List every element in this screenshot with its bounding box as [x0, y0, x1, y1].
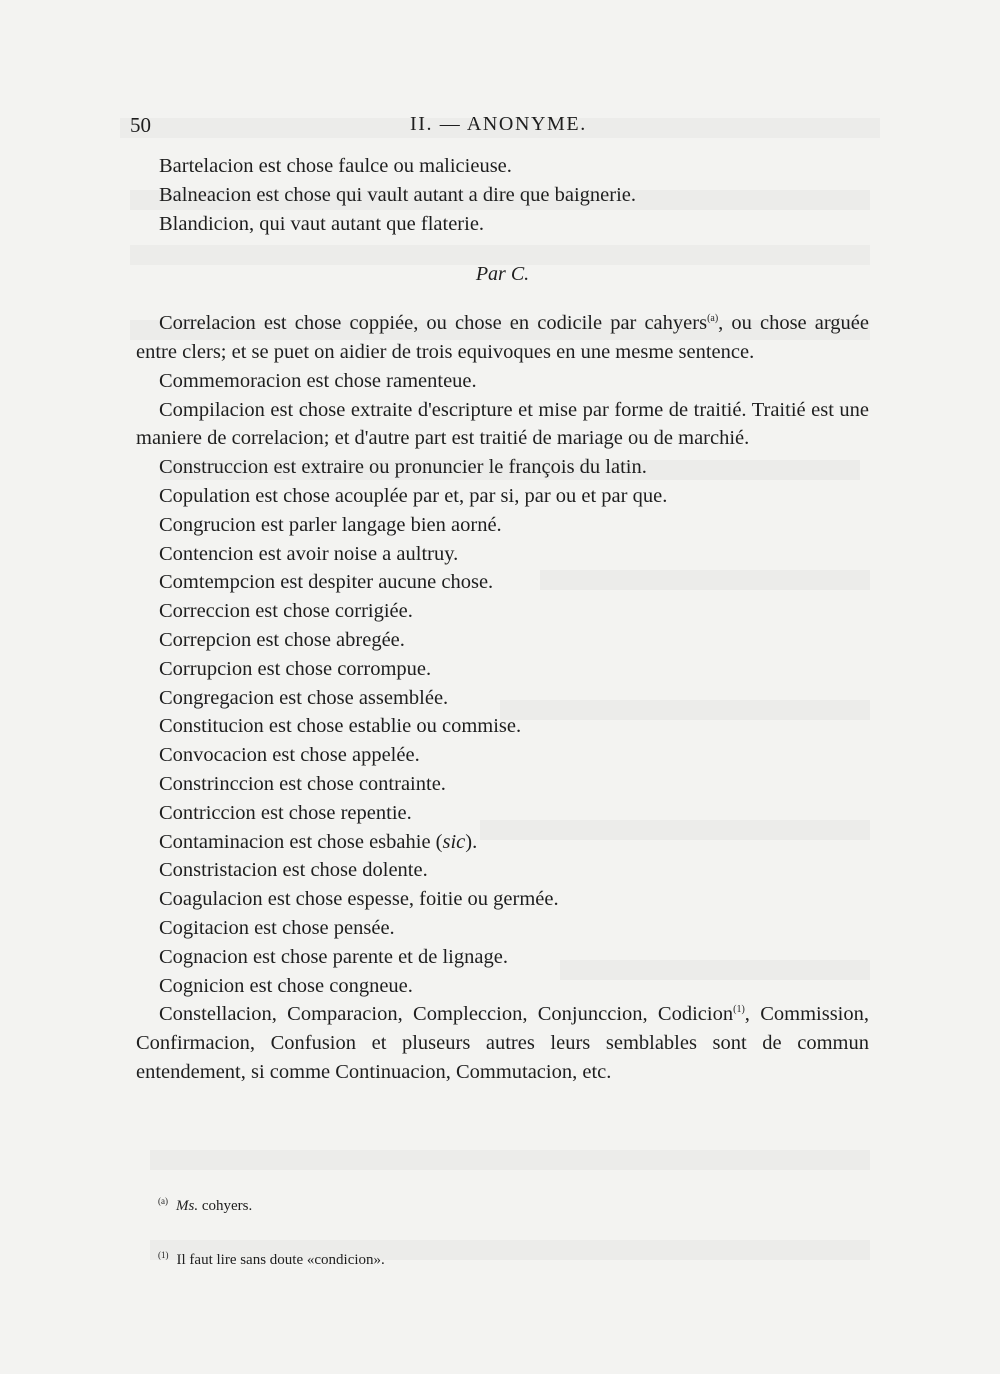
entry-cognacion: Cognacion est chose parente et de lignage.	[159, 945, 508, 968]
entry-commemoracion: Commemoracion est chose ramenteue.	[159, 369, 477, 392]
entry-congrucion: Congrucion est parler langage bien aorné.	[159, 513, 502, 536]
footnote-marker-1: (1)	[733, 1004, 745, 1016]
entry-corrupcion: Corrupcion est chose corrompue.	[159, 657, 432, 680]
correlacion-text-end: , ou chose arguée entre clers; et se puet on aidier de trois equivoques en une mesme sentence.	[136, 312, 869, 363]
entry-constrinccion: Constrinccion est chose contrainte.	[159, 772, 446, 795]
footnote-a-label: (a)	[158, 1196, 168, 1206]
running-title: II. — ANONYME.	[410, 113, 587, 135]
main-text	[136, 152, 869, 1087]
footnote-a	[158, 1196, 252, 1215]
entry-coagulacion: Coagulacion est chose espesse, foitie ou germée.	[159, 888, 559, 911]
contaminacion-text-end: ).	[465, 830, 478, 853]
entry-cogitacion: Cogitacion est chose pensée.	[159, 916, 395, 939]
entry-balneacion: Balneacion est chose qui vault autant a dire que baignerie.	[159, 183, 637, 206]
entry-constellacion	[136, 1000, 869, 1086]
entry-constitucion: Constitucion est chose establie ou commise.	[159, 715, 522, 738]
entry-contriccion: Contriccion est chose repentie.	[159, 801, 412, 824]
entry-correpcion: Correpcion est chose abregée.	[159, 628, 405, 651]
footnote-a-text: cohyers.	[198, 1198, 253, 1214]
entry-contaminacion	[136, 828, 869, 857]
footnote-1-text: Il faut lire sans doute «condicion».	[176, 1252, 385, 1268]
entry-construccion: Construccion est extraire ou pronuncier le françois du latin.	[159, 456, 647, 479]
entry-correccion: Correccion est chose corrigiée.	[159, 600, 413, 623]
entry-convocacion: Convocacion est chose appelée.	[159, 744, 420, 767]
page-number: 50	[130, 113, 151, 137]
entry-contencion: Contencion est avoir noise a aultruy.	[159, 542, 459, 565]
constellacion-text-start: Constellacion, Comparacion, Compleccion, Conjunccion, Codicion	[159, 1003, 734, 1026]
footnote-1-label: (1)	[158, 1250, 169, 1260]
contaminacion-text-start: Contaminacion est chose esbahie (	[159, 830, 443, 853]
entry-bartelacion: Bartelacion est chose faulce ou malicieuse.	[159, 155, 512, 177]
footnote-marker-a: (a)	[707, 313, 719, 325]
section-heading: Par C.	[475, 263, 530, 286]
entry-congregacion: Congregacion est chose assemblée.	[159, 686, 449, 709]
entry-comtempcion: Comtempcion est despiter aucune chose.	[159, 571, 494, 594]
entry-copulation: Copulation est chose acouplée par et, par si, par ou et par que.	[159, 484, 668, 507]
running-header	[130, 113, 870, 143]
entry-constristacion: Constristacion est chose dolente.	[159, 859, 428, 882]
constellacion-text-end: , Commission, Confirmacion, Confusion et pluseurs autres leurs semblables sont de commun entendement, si comme Continuacion, Commutacion, etc.	[136, 1003, 869, 1083]
correlacion-text-start: Correlacion est chose coppiée, ou chose en codicile par cahyers	[159, 312, 708, 335]
entry-correlacion	[136, 309, 869, 367]
entry-cognicion: Cognicion est chose congneue.	[159, 974, 413, 997]
entry-compilacion: Compilacion est chose extraite d'escripture et mise par forme de traitié. Traitié est une maniere de correlacion; et d'autre part est traitié de mariage ou de marchié.	[136, 398, 869, 450]
sic-note: sic	[442, 830, 466, 853]
footnote-a-ms: Ms.	[176, 1198, 199, 1214]
entry-blandicion: Blandicion, qui vaut autant que flaterie.	[159, 212, 485, 235]
footnote-1	[158, 1250, 385, 1269]
